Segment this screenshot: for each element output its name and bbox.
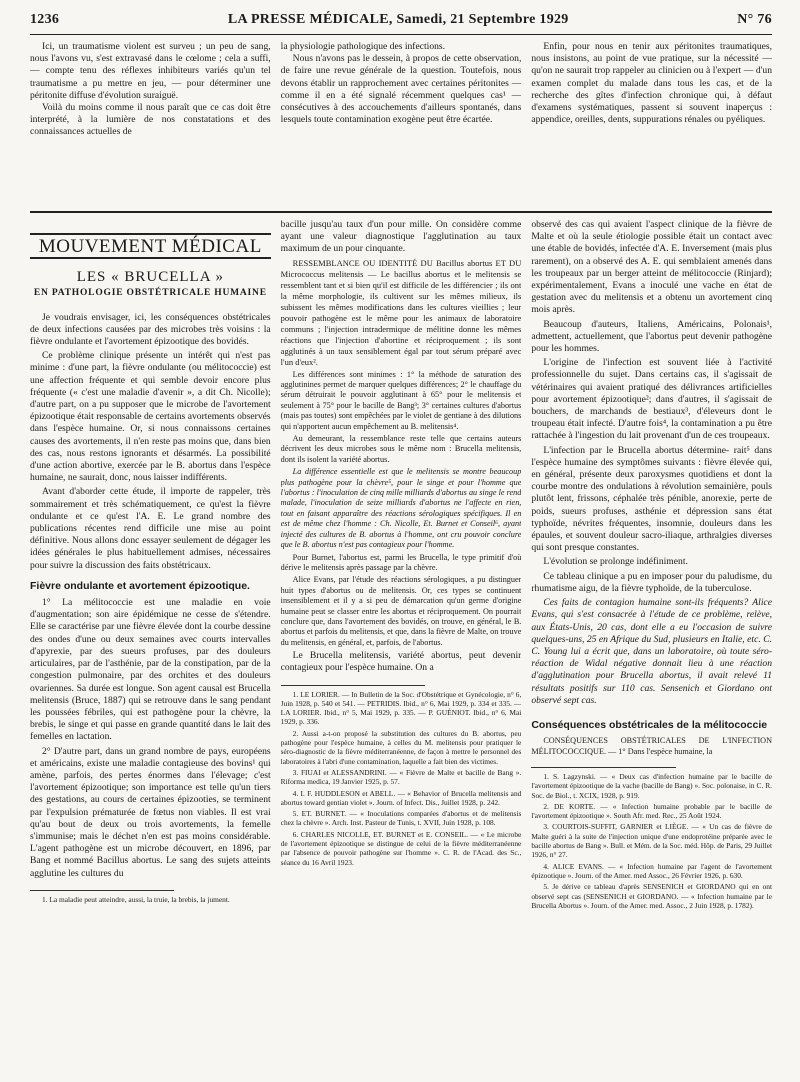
article-title: LES « BRUCELLA » <box>76 269 224 286</box>
subsection-heading: CONSÉQUENCES OBSTÉTRICALES DE L'INFECTION MÉLITOCOCCIQUE. — 1° Dans l'espèce humaine, la <box>531 736 773 756</box>
paragraph: Le Brucella melitensis, variété abortus, peut devenir contagieux pour l'espèce humaine. On a <box>280 650 522 674</box>
paragraph: Pour Burnet, l'abortus est, parmi les Brucella, le type primitif d'où dérive le melitensis après passage par la chèvre. <box>280 552 522 572</box>
paragraph: Avant d'aborder cette étude, il importe de rappeler, très sommairement et très schématiquement, ce qu'est la fièvre ondulante et ce qu'est l'A. E. Le grand nombre des publications récentes rend difficile une mise au point définitive. Nous allons donc essayer seulement de dégager les idées générales le plus habituellement admises, nécessaires pour suivre la discussion des faits obstétricaux. <box>30 486 271 571</box>
article-subtitle: EN PATHOLOGIE OBSTÉTRICALE HUMAINE <box>33 288 267 299</box>
paragraph: la physiologie pathologique des infections. <box>280 41 446 52</box>
paragraph: Ici, un traumatisme violent est surveu ; un peu de sang, nous l'avons vu, s'est extravasé dans le cœlome ; cela a suffi, — compte tenu des réflexes inhibiteurs variés qu'un tel traumatisme a pu mettre en jeu, — pour déterminer une péritonite diffuse d'évolution suraiguë. <box>30 41 271 101</box>
top-column-1 <box>30 41 271 211</box>
footnote: 5. ET. BURNET. — « Inoculations comparées d'abortus et de melitensis chez la chèvre ». Arch. Inst. Pasteur de Tunis, t. XVII, Juin 1928, p. 108. <box>280 809 522 828</box>
article-body <box>30 219 772 1071</box>
page-number: 1236 <box>30 12 60 27</box>
section-heading: Fièvre ondulante et avortement épizootique. <box>30 579 250 592</box>
footnote-rule <box>531 767 675 768</box>
footnote: 3. FIUAI et ALESSANDRINI. — « Fièvre de Malte et bacille de Bang ». Riforma medica, 19 Janvier 1925, p. 57. <box>280 767 522 787</box>
page-header <box>30 12 772 35</box>
journal-title: LA PRESSE MÉDICALE, Samedi, 21 Septembre 1929 <box>227 12 569 27</box>
paragraph: L'origine de l'infection est souvent liée à l'activité professionnelle du sujet. Dans certains cas, il s'agissait de vétérinaires qui avaient pratiqué des délivrances artificielles pour avortement épizootique²; dans d'autres, il s'agissait de bouchers, de marchands de bestiaux³, d'éleveurs dont le troupeau était infecté. D'autre fois⁴, la contamination a pu être rattachée à l'ingestion du lait provenant d'un de ces troupeaux. <box>531 357 773 442</box>
footnote: 3. COURTOIS-SUFFIT, GARNIER et LIÈGE. — « Un cas de fièvre de Malte guéri à la suite de l'injection unique d'une endoprotéine préparée avec le bacille abortus de Bang ». Bull. et Mém. de la Soc. méd. Hôp. de Paris, 29 Juillet 1926, n° 27. <box>531 822 773 860</box>
paragraph: Enfin, pour nous en tenir aux péritonites traumatiques, nous insistons, au point de vue pratique, sur la nécessité — qu'on ne saurait trop rappeler au clinicien ou à l'expert — d'un examen complet du malade dans tous les cas, et de la recherche des gîtes d'infection chronique qui, à défaut d'examens systématiques, passent si souvent inaperçus : appendice, oreilles, dents, suppurations rénales ou pyéliques. <box>531 41 773 126</box>
footnote-rule <box>30 890 174 891</box>
footnote: 2. DE KORTE. — « Infection humaine probable par le bacille de l'avortement épizootique ». South Afr. med. Rec., 25 Août 1924. <box>531 801 773 821</box>
rubric-title: MOUVEMENT MÉDICAL <box>30 233 271 259</box>
footnote-rule <box>281 685 425 686</box>
paragraph: Ce tableau clinique a pu en imposer pour du paludisme, du rhumatisme aigu, de la fièvre typhoïde, de la tuberculose. <box>531 570 773 594</box>
paragraph: Ces faits de contagion humaine sont-ils fréquents? Alice Evans, qui s'est consacrée à l'étude de ce problème, relève, aux États-Unis, 20 cas, dont elle a eu l'occasion de suivre quelques-uns, 25 en Afrique du Sud, plusieurs en Italie, etc. C. C. Young lui a écrit que, dans un laboratoire, où toute séro-réaction de Widal négative donnait lieu à une réaction d'agglutination pour Brucella abortus, il avait relevé 11 résultats positifs sur 110 cas. Sensenich et Giordano ont observé sept cas. <box>531 597 773 706</box>
footnote: 1. LE LORIER. — In Bulletin de la Soc. d'Obstétrique et Gynécologie, n° 6, Juin 1928, p. 540 et 541. — PETRIDIS. Ibid., n° 6, Mai 1929, p. 334 et 335. — LA LORIER. Ibid., n° 5, Mai 1929, p. 335. — P. GUÉNIOT. Ibid., n° 6, Mai 1929, p. 336. <box>280 689 522 727</box>
footnote: 4. I. F. HUDDLESON et ABELL. — « Behavior of Brucella melitensis and abortus toward gentian violet ». Journ. of Infect. Dis., Juillet 1928, p. 242. <box>280 788 522 807</box>
article-column-2 <box>281 219 522 1071</box>
paragraph: 2° D'autre part, dans un grand nombre de pays, européens et américains, existe une maladie contagieuse des bovins¹ qui amène, parfois, des pertes énormes dans l'élevage; c'est l'avortement épizootique; son importance est telle qu'un tiers des gestations, au cours de certaines épizooties, se terminent par l'expulsion prématurée de fœtus non viables. Il est vrai qu'au bout de deux ou trois avortements, la femelle s'immunise; mais le déchet n'en est pas moins considérable. L'agent pathogène est un microbe découvert, en 1896, par Bang et nommé Bacillus abortus. Le sang des sujets atteints agglutine les cultures du <box>30 745 271 879</box>
paragraph: Ce problème clinique présente un intérêt qui n'est pas minime : d'une part, la fièvre ondulante (ou mélitococcie) est une affection fréquente et qui semble devoir encore plus fréquente (« c'est une maladie d'avenir », a dit Ch. Nicolle); d'autre part, on a pu supposer que le microbe de l'avortement épizootique était responsable de certains avortements observés dans l'espèce humaine. Or, si nous connaissons certaines causes des avortements, il n'en reste pas moins que, dans bien des cas, nous restons ignorants et désarmés. La possibilité d'une action abortive, exercée par le B. abortus dans l'espèce humaine, ne saurait, donc, nous laisser indifférents. <box>30 350 271 484</box>
paragraph: L'infection par le Brucella abortus détermine- rait⁵ dans l'espèce humaine des symptômes suivants : fièvre élevée qui, en général, présente deux paroxysmes quotidiens et dont la courbe montre des ondulations à révolution semainière, pouls plutôt lent, frissons, céphalée très pénible, anorexie, perte de poids, sueurs profuses, asthénie et dépression sans état typhoïde, névrites fréquentes, insomnie, douleurs dans les épaules, et souvent douleur sacro-iliaque, arthralgies diverses qui sont presque constantes. <box>531 444 773 554</box>
paragraph: Voilà du moins comme il nous paraît que ce cas doit être interprété, à la lumière de nos constatations et des connaissances actuelles de <box>30 102 271 138</box>
footnote: 1. La maladie peut atteindre, aussi, la truie, la brebis, la jument. <box>42 894 230 904</box>
article-column-1 <box>30 219 271 1071</box>
paragraph: observé des cas qui avaient l'aspect clinique de la fièvre de Malte et où la seule étiologie possible était un contact avec une étable de bovidés, infectée d'A. E. Inversement (mais plus rarement), on a observé des A. E. qui semblaient amenés dans les troupeaux par un berger atteint de mélitococcie (Rinjard); expérimentalement, Evans a inoculé une vache en état de gestation avec du melitensis et a obtenu un avortement cinq mois après. <box>531 219 773 316</box>
paragraph: Alice Evans, par l'étude des réactions sérologiques, a pu distinguer huit types d'abortus ou de melitensis. Or, ces types se continuent insensiblement et il y a si peu de démarcation qu'un germe d'origine humaine peut se classer entre les abortus et réciproquement. On pourrait conclure que, dans l'avortement des bovidés, on trouve, en général, le B. abortus et parfois du melitensis, et que, dans la fièvre de Malte, on trouve du melitensis, en général, et, parfois, de l'abortus. <box>280 575 522 647</box>
paragraph-small: RESSEMBLANCE OU IDENTITÉ DU Bacillus abortus ET DU Micrococcus melitensis — Le bacillus abortus et le melitensis se ressemblent tant et si bien qu'il est difficile de les différencier ; ils ont la même morphologie, ils cultivent sur les mêmes milieux, ils subissent les mêmes modifications dans les cultures vieillies ; leur pouvoir pathogène est le même pour les animaux de laboratoire communs ; l'injection intradermique de mélitine donne les mêmes réactions que l'injection d'abortine et réciproquement ; ils sont agglutinés à un taux sensiblement égal par tout sérum préparé avec l'un d'eux². <box>280 257 522 367</box>
footnote: 6. CHARLES NICOLLE, ET. BURNET et E. CONSEIL. — « Le microbe de l'avortement épizootique se distingue de celui de la fièvre méditerranéenne par l'absence de pouvoir pathogène sur l'homme ». C. R. de l'Acad. des Sc., séance du 16 Avril 1923. <box>280 829 522 867</box>
footnote: 4. ALICE EVANS. — « Infection humaine par l'agent de l'avortement épizootique ». Journ. of the Amer. med Assoc., 26 Février 1926, p. 630. <box>531 861 773 880</box>
paragraph: Je voudrais envisager, ici, les conséquences obstétricales de deux infections causées par des microbes très voisins : la fièvre ondulante et l'avortement épizootique des bovidés. <box>30 311 271 348</box>
paragraph: Nous n'avons pas le dessein, à propos de cette observation, de faire une revue générale de la question. Toutefois, nous devons établir un rapprochement avec certaines péritonites — comme il en a été signalé récemment quelques cas¹ — consécutives à des accouchements d'ailleurs spontanés, dans lesquels toute contamination exogène peut être écartée. <box>280 53 522 126</box>
previous-article-end <box>30 41 772 213</box>
issue-number: N° 76 <box>737 12 772 27</box>
paragraph: Beaucoup d'auteurs, Italiens, Américains, Polonais¹, admettent, actuellement, que l'abortus peut devenir pathogène pour les hommes. <box>531 318 773 355</box>
paragraph: bacille jusqu'au taux d'un pour mille. On considère comme ayant une valeur diagnostique l'agglutination au taux maximum de un pour cinquante. <box>280 219 522 255</box>
paragraph: Au demeurant, la ressemblance reste telle que certains auteurs décrivent les deux microbes sous le même nom : Brucella melitensis, dont ils isolent la variété abortus. <box>280 434 522 464</box>
paragraph: L'évolution se prolonge indéfiniment. <box>543 556 688 568</box>
paragraph: Les différences sont minimes : 1° la méthode de saturation des agglutinines permet de marquer quelques différences; 2° le chauffage du sérum détruirait le pouvoir agglutinant à 65° pour le melitensis et seulement à 75° pour le bacille de Bang³; 3° certaines cultures d'abortus (mais pas toutes) sont empêchées par le violet de gentiane à des dilutions qui n'apportent aucun empêchement au B. melitensis⁴. <box>280 369 522 431</box>
section-heading: Conséquences obstétricales de la mélitococcie <box>531 718 768 731</box>
top-column-2 <box>281 41 522 211</box>
article-column-3 <box>531 219 772 1071</box>
footnote: 5. Je dérive ce tableau d'après SENSENICH et GIORDANO qui en ont observé sept cas (SENSENICH et GIORDANO. — « Infection humaine par le Brucella Abortus ». Journ. of the Amer. med. Assoc., 2 Juin 1928, p. 1782). <box>531 882 773 910</box>
footnote: 1. S. Lagzynski. — « Deux cas d'infection humaine par le bacille de l'avortement épizootique de la vache (bacille de Bang) ». Soc. polonaise, in C. R. Soc. de Biol., t. XCIX, 1928, p. 919. <box>531 771 773 800</box>
paragraph: La différence essentielle est que le melitensis se montre beaucoup plus pathogène pour la chèvre⁵, pour le singe et pour l'homme que l'abortus : l'inoculation de cinq mille milliards d'abortus au singe le rend malade, l'inoculation de seize milliards d'abortus ne l'affecte en rien, tout en faisant apparaître des réactions sérologiques spécifiques. Il en est de même chez l'homme : Ch. Nicolle, Et. Burnet et Conseil⁶, ayant injecté des cultures de B. abortus à l'homme, ont cru pouvoir conclure que le B. abortus n'est pas contagieux pour l'homme. <box>280 467 522 550</box>
paragraph: 1° La mélitococcie est une maladie en voie d'augmentation; son aire épidémique ne cesse de s'étendre. Elle se caractérise par une fièvre élevée dont la courbe dessine des ondes d'une ou deux semaines avec courts intervalles d'apyrexie, par des sueurs profuses, par des douleurs articulaires, par de l'asthénie, par de la constipation, par de la congestion pulmonaire, par des orchites et des douleurs ovariennes. Sa durée est longue. Son agent causal est Brucella melitensis (Bruce, 1887) qui se retrouve dans le sang pendant les poussées fébriles, qui est pathogène pour la chèvre, la brebis, le singe et qui passe en grande quantité dans le lait des femelles en lactation. <box>30 597 271 743</box>
footnote: 2. Aussi a-t-on proposé la substitution des cultures du B. abortus, peu pathogène pour l'espèce humaine, à celles du M. melitensis pour pratiquer le séro-diagnostic de la fièvre méditerranéenne, de façon à mettre le personnel des laboratoires à l'abri d'une contamination, laquelle a fait bien des victimes. <box>280 728 522 766</box>
top-column-3 <box>531 41 772 211</box>
